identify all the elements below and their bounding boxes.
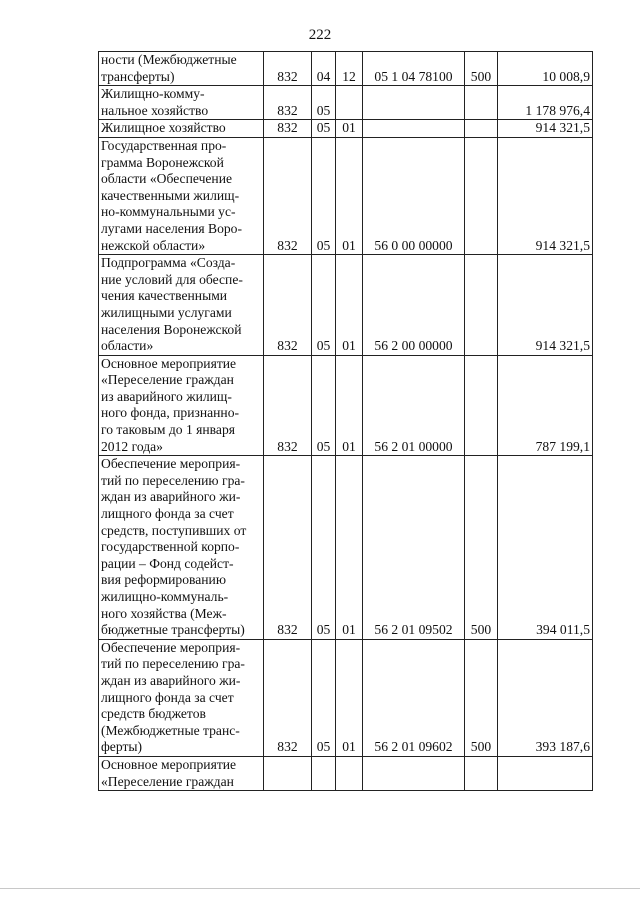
table-row: [99, 86, 593, 120]
row-name: Основное мероприятие «Переселение граждан: [99, 756, 264, 790]
expense-type-code: [465, 756, 498, 790]
amount-cell: 394 011,5: [498, 456, 593, 640]
section-code: 05: [312, 86, 336, 120]
target-article-code: 56 2 00 00000: [363, 255, 465, 356]
target-article-code: 56 0 00 00000: [363, 137, 465, 254]
expense-type-code: 500: [465, 456, 498, 640]
target-article-code: [363, 756, 465, 790]
amount-cell: 914 321,5: [498, 255, 593, 356]
table-row: [99, 355, 593, 456]
section-code: 05: [312, 639, 336, 756]
target-article-code: 05 1 04 78100: [363, 52, 465, 86]
ministry-code: 832: [264, 355, 312, 456]
ministry-code: 832: [264, 86, 312, 120]
target-article-code: [363, 86, 465, 120]
expense-type-code: [465, 355, 498, 456]
target-article-code: [363, 120, 465, 138]
row-name: Государственная про- грамма Воронежской области «Обеспечение качественными жилищ- но-коммунальными ус- лугами населения Воро- нежской области»: [99, 137, 264, 254]
section-code: 05: [312, 355, 336, 456]
subsection-code: 12: [336, 52, 363, 86]
ministry-code: 832: [264, 137, 312, 254]
subsection-code: 01: [336, 255, 363, 356]
subsection-code: 01: [336, 120, 363, 138]
section-code: 04: [312, 52, 336, 86]
row-name: Подпрограмма «Созда- ние условий для обеспе- чения качественными жилищными услугами населения Воронежской области»: [99, 255, 264, 356]
target-article-code: 56 2 01 00000: [363, 355, 465, 456]
expense-type-code: [465, 137, 498, 254]
subsection-code: 01: [336, 137, 363, 254]
target-article-code: 56 2 01 09602: [363, 639, 465, 756]
target-article-code: 56 2 01 09502: [363, 456, 465, 640]
row-name: ности (Межбюджетные трансферты): [99, 52, 264, 86]
amount-cell: 914 321,5: [498, 120, 593, 138]
subsection-code: 01: [336, 456, 363, 640]
table-row: [99, 639, 593, 756]
table-row: [99, 52, 593, 86]
row-name: Основное мероприятие «Переселение граждан из аварийного жилищ- ного фонда, признанно- го таковым до 1 января 2012 года»: [99, 355, 264, 456]
amount-cell: 914 321,5: [498, 137, 593, 254]
table-row: [99, 137, 593, 254]
ministry-code: [264, 756, 312, 790]
ministry-code: 832: [264, 120, 312, 138]
ministry-code: 832: [264, 52, 312, 86]
subsection-code: [336, 756, 363, 790]
page-number: 222: [308, 27, 332, 43]
expense-type-code: [465, 255, 498, 356]
amount-cell: [498, 756, 593, 790]
section-code: [312, 756, 336, 790]
row-name: Обеспечение мероприя- тий по переселению гра- ждан из аварийного жи- лищного фонда за счет средств бюджетов (Межбюджетные транс- ферты): [99, 639, 264, 756]
expense-type-code: [465, 120, 498, 138]
row-name: Обеспечение мероприя- тий по переселению гра- ждан из аварийного жи- лищного фонда за счет средств, поступивших от государственной корпо- рации – Фонд содейст- вия реформированию жилищно-коммуналь- ного хозяйства (Меж- бюджетные трансферты): [99, 456, 264, 640]
table-row: [99, 255, 593, 356]
section-code: 05: [312, 456, 336, 640]
subsection-code: [336, 86, 363, 120]
amount-cell: 787 199,1: [498, 355, 593, 456]
subsection-code: 01: [336, 639, 363, 756]
section-code: 05: [312, 255, 336, 356]
subsection-code: 01: [336, 355, 363, 456]
expense-type-code: 500: [465, 639, 498, 756]
expense-type-code: 500: [465, 52, 498, 86]
section-code: 05: [312, 120, 336, 138]
table-body: [99, 52, 593, 791]
table-row: [99, 756, 593, 790]
ministry-code: 832: [264, 456, 312, 640]
budget-table: [98, 51, 593, 791]
ministry-code: 832: [264, 255, 312, 356]
page-bottom-divider: [0, 888, 640, 889]
amount-cell: 1 178 976,4: [498, 86, 593, 120]
ministry-code: 832: [264, 639, 312, 756]
row-name: Жилищное хозяйство: [99, 120, 264, 138]
table-row: [99, 120, 593, 138]
section-code: 05: [312, 137, 336, 254]
table-row: [99, 456, 593, 640]
amount-cell: 393 187,6: [498, 639, 593, 756]
row-name: Жилищно-комму- нальное хозяйство: [99, 86, 264, 120]
amount-cell: 10 008,9: [498, 52, 593, 86]
expense-type-code: [465, 86, 498, 120]
